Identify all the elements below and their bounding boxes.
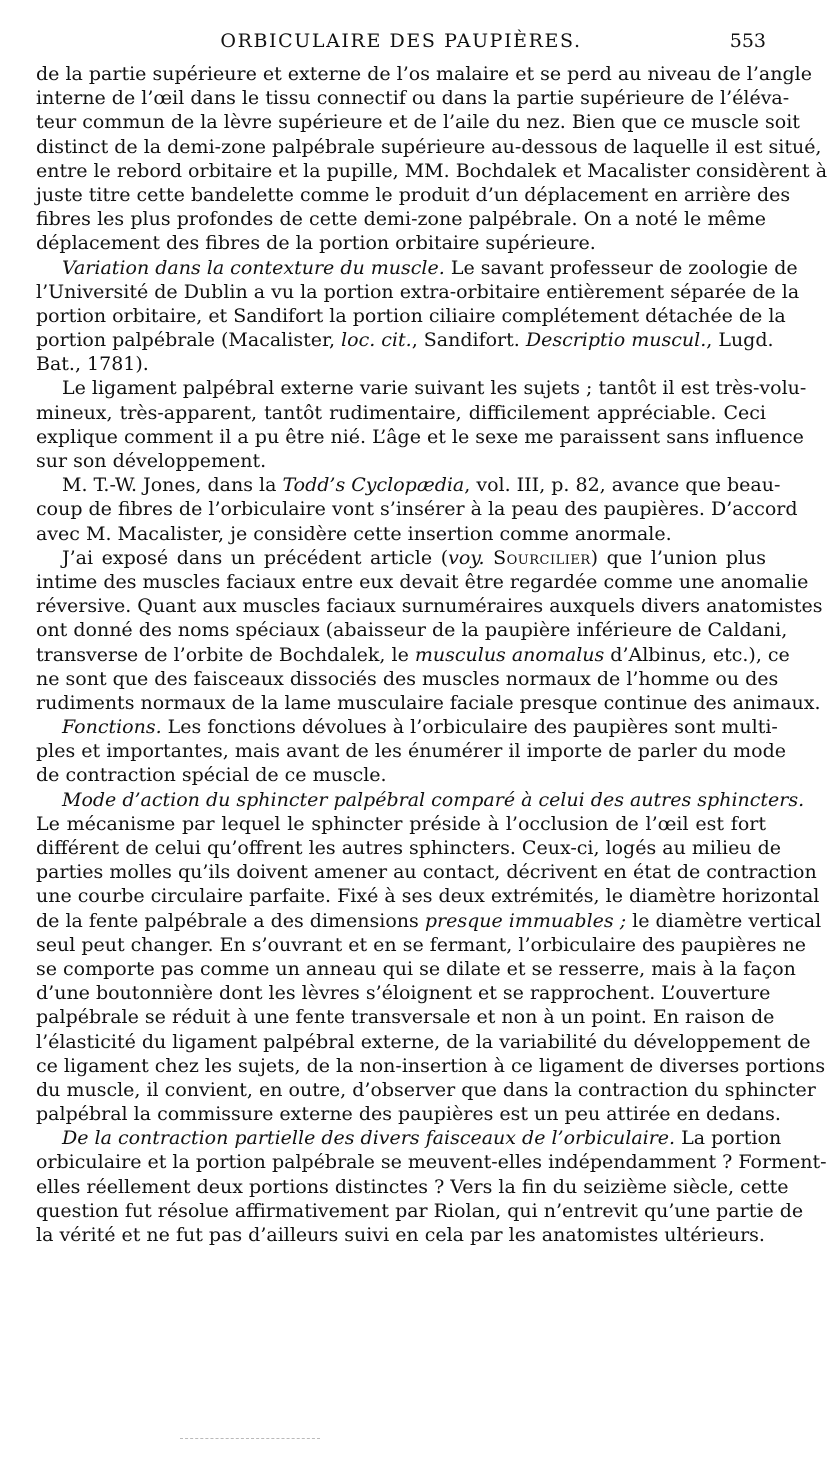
- text-line: juste titre cette bandelette comme le produit d’un déplacement en arrière des: [36, 183, 791, 206]
- text-line: du muscle, il convient, en outre, d’observer que dans la contraction du sphincter: [36, 1078, 816, 1101]
- paragraph-continued: [36, 62, 827, 256]
- paragraph-ligament: [36, 376, 807, 473]
- term-italic: musculus anomalus: [414, 643, 605, 666]
- text-line: réversive. Quant aux muscles faciaux surnuméraires auxquels divers anatomistes: [36, 595, 823, 618]
- section-heading: Mode d’action du sphincter palpébral comparé à celui des autres sphincters.: [62, 788, 805, 811]
- text-line: de contraction spécial de ce muscle.: [36, 764, 387, 787]
- paragraph-contraction-partielle: [36, 1126, 827, 1247]
- text-line: déplacement des fibres de la portion orbitaire supérieure.: [36, 232, 596, 255]
- text-span: , Sandifort.: [411, 329, 526, 352]
- text-line: ne sont que des faisceaux dissociés des muscles normaux de l’homme ou des: [36, 667, 779, 690]
- page-body: [36, 62, 827, 1247]
- text-line: ce ligament chez les sujets, de la non-insertion à ce ligament de diverses portions: [36, 1054, 826, 1077]
- text-line: d’une boutonnière dont les lèvres s’éloignent et se rapprochent. L’ouverture: [36, 982, 771, 1005]
- text-span: , Lugd.: [706, 329, 774, 352]
- text-span: Le savant professeur de zoologie de: [444, 256, 798, 279]
- citation-italic: voy.: [448, 546, 485, 569]
- text-line: distinct de la demi-zone palpébrale supérieure au-dessous de laquelle il est situé,: [36, 135, 822, 158]
- text-line: [36, 256, 798, 280]
- text-line: interne de l’œil dans le tissu connectif ou dans la partie supérieure de l’éléva-: [36, 87, 790, 110]
- text-line: coup de fibres de l’orbiculaire vont s’insérer à la peau des paupières. D’accord: [36, 498, 798, 521]
- text-line: question fut résolue affirmativement par Riolan, qui n’entrevit qu’une partie de: [36, 1199, 804, 1222]
- text-line: se comporte pas comme un anneau qui se dilate et se resserre, mais à la façon: [36, 957, 796, 980]
- text-line: fibres les plus profondes de cette demi-zone palpébrale. On a noté le même: [36, 208, 766, 231]
- text-line: parties molles qu’ils doivent amener au contact, décrivent en état de contraction: [36, 861, 817, 884]
- text-span: La portion: [675, 1127, 782, 1150]
- citation-italic: Descriptio muscul.: [525, 329, 707, 352]
- text-span: Les fonctions dévolues à l’orbiculaire des paupières sont multi-: [161, 716, 778, 739]
- text-line: la vérité et ne fut pas d’ailleurs suivi en cela par les anatomistes ultérieurs.: [36, 1224, 765, 1246]
- running-title: ORBICULAIRE DES PAUPIÈRES.: [220, 30, 582, 52]
- text-line: intime des muscles faciaux entre eux devait être regardée comme une anomalie: [36, 570, 809, 593]
- text-line: [36, 909, 822, 933]
- text-span: de la fente palpébrale a des dimensions: [36, 909, 425, 932]
- text-span: ) que l’union plus: [590, 546, 766, 569]
- text-line: Le ligament palpébral externe varie suivant les sujets ; tantôt il est très-volu-: [62, 377, 807, 400]
- text-line: l’Université de Dublin a vu la portion extra-orbitaire entièrement séparée de la: [36, 280, 800, 303]
- text-line: différent de celui qu’offrent les autres sphincters. Ceux-ci, logés au milieu de: [36, 837, 782, 859]
- text-line: Le mécanisme par lequel le sphincter préside à l’occlusion de l’œil est fort: [36, 812, 766, 835]
- text-line: [36, 546, 766, 570]
- text-span: d’Albinus, etc.), ce: [604, 643, 790, 666]
- text-line: ples et importantes, mais avant de les énumérer il importe de parler du mode: [36, 740, 787, 763]
- text-line: [36, 715, 778, 739]
- text-line: avec M. Macalister, je considère cette insertion comme anormale.: [36, 522, 672, 545]
- text-line: une courbe circulaire parfaite. Fixé à ses deux extrémités, le diamètre horizontal: [36, 885, 820, 908]
- paragraph-fonctions: [36, 715, 787, 788]
- section-heading: Fonctions.: [62, 716, 162, 739]
- text-line: teur commun de la lèvre supérieure et de l’aile du nez. Bien que ce muscle soit: [36, 111, 800, 134]
- text-line: elles réellement deux portions distinctes ? Vers la fin du seizième siècle, cette: [36, 1175, 789, 1198]
- text-line: palpébral la commissure externe des paupières est un peu attirée en dedans.: [36, 1103, 781, 1126]
- text-line: seul peut changer. En s’ouvrant et en se fermant, l’orbiculaire des paupières ne: [36, 933, 806, 956]
- text-line: mineux, très-apparent, tantôt rudimentaire, difficilement appréciable. Ceci: [36, 401, 766, 424]
- text-span: J’ai exposé dans un précédent article (: [62, 546, 449, 569]
- term-italic: presque immuables ;: [424, 909, 627, 932]
- text-span: M. T.-W. Jones, dans la: [62, 474, 283, 497]
- text-line: l’élasticité du ligament palpébral externe, de la variabilité du développement de: [36, 1030, 811, 1053]
- cross-reference: Sourcilier: [493, 546, 591, 569]
- text-line: [36, 788, 805, 812]
- paragraph-union: [36, 546, 823, 715]
- text-line: palpébrale se réduit à une fente transversale et non à un point. En raison de: [36, 1006, 775, 1029]
- section-heading: De la contraction partielle des divers faisceaux de l’orbiculaire.: [62, 1127, 676, 1150]
- page-number: 553: [729, 30, 766, 52]
- text-line: rudiments normaux de la lame musculaire faciale presque continue des animaux.: [36, 691, 821, 714]
- text-line: portion orbitaire, et Sandifort la portion ciliaire complétement détachée de la: [36, 304, 786, 327]
- citation-italic: Todd’s Cyclopædia: [282, 474, 465, 497]
- text-line: entre le rebord orbitaire et la pupille, MM. Bochdalek et Macalister considèrent à: [36, 159, 827, 182]
- text-line: [36, 643, 790, 667]
- page-header: [36, 30, 766, 60]
- text-span: , vol. III, p. 82, avance que beau-: [464, 474, 781, 497]
- paragraph-variation: [36, 256, 800, 377]
- scan-marks: [180, 1438, 320, 1449]
- text-line: [36, 328, 774, 352]
- citation-italic: loc. cit.: [341, 329, 412, 352]
- text-line: [36, 1126, 782, 1150]
- text-line: de la partie supérieure et externe de l’os malaire et se perd au niveau de l’angle: [36, 63, 812, 85]
- paragraph-mode-action: [36, 788, 826, 1127]
- text-line: [36, 473, 781, 497]
- text-span: portion palpébrale (Macalister,: [36, 329, 342, 352]
- section-heading: Variation dans la contexture du muscle.: [62, 256, 445, 279]
- text-span: transverse de l’orbite de Bochdalek, le: [36, 643, 415, 666]
- text-line: Bat., 1781).: [36, 353, 149, 376]
- text-line: ont donné des noms spéciaux (abaisseur de la paupière inférieure de Caldani,: [36, 619, 788, 642]
- text-line: orbiculaire et la portion palpébrale se meuvent-elles indépendamment ? Forment-: [36, 1151, 827, 1174]
- text-line: sur son développement.: [36, 450, 267, 472]
- paragraph-jones: [36, 473, 798, 546]
- text-line: explique comment il a pu être nié. L’âge et le sexe me paraissent sans influence: [36, 425, 804, 448]
- text-span: le diamètre vertical: [626, 909, 822, 932]
